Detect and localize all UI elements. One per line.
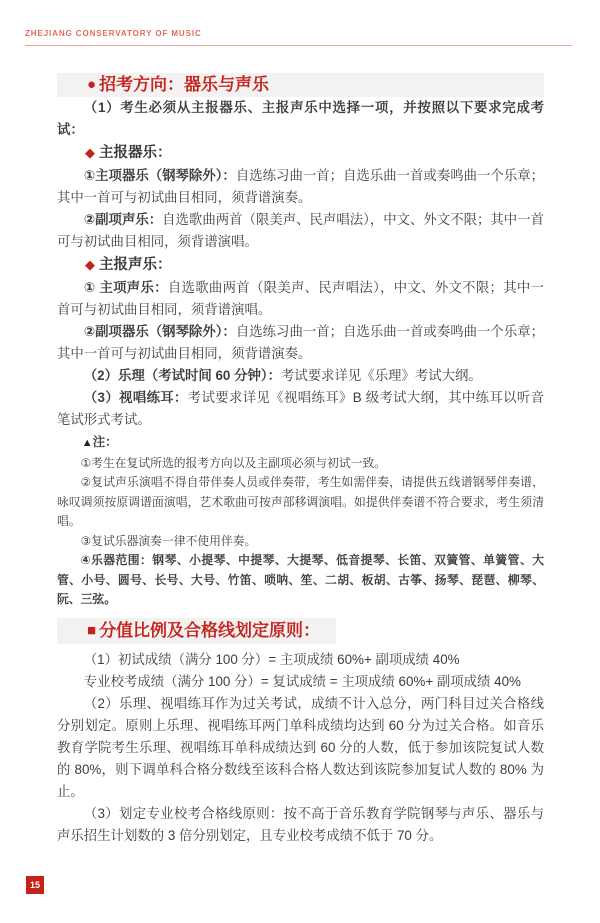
- list-item: [57, 321, 544, 365]
- list-item: [57, 209, 544, 253]
- list-item: [57, 165, 544, 209]
- note-item: ①考生在复试所选的报考方向以及主副项必须与初试一致。: [80, 455, 387, 470]
- document-content: [57, 73, 544, 847]
- scoring-paragraph: （1）初试成绩（满分 100 分）= 主项成绩 60%+ 副项成绩 40%: [83, 651, 460, 667]
- item-lead: ②副项声乐：: [83, 212, 163, 227]
- section-title-text: 分值比例及合格线划定原则：: [99, 620, 321, 640]
- item-body: 自选歌曲两首（限美声、民声唱法），中文、外文不限；其中一首可与初试曲目相同，须背谱演唱。: [57, 280, 544, 317]
- scoring-paragraphs: [57, 649, 544, 847]
- notes-heading-text: 注：: [92, 435, 118, 449]
- brand-title: ZHEJIANG CONSERVATORY OF MUSIC: [25, 29, 202, 38]
- scoring-paragraph: （2）乐理、视唱练耳作为过关考试，成绩不计入总分，两门科目过关合格线分别划定。原则上乐理、视唱练耳两门单科成绩均达到 60 分为过关合格。如音乐教育学院考生乐理、视唱练耳单科成绩达到 60 分的人数，低于参加该院复试人数的 80%，则下调单科合格分数线至该科合格人数达到该院参加复试人数的 80% 为止。: [57, 695, 544, 799]
- item-body: 自选练习曲一首；自选乐曲一首或奏鸣曲一个乐章；其中一首可与初试曲目相同，须背谱演奏。: [57, 324, 545, 361]
- item-body: 自选歌曲两首（限美声、民声唱法），中文、外文不限；其中一首可与初试曲目相同，须背谱演唱。: [57, 212, 544, 249]
- section-title-scoring: [57, 618, 336, 644]
- header-divider: [25, 45, 572, 46]
- section-title-text: 招考方向：器乐与声乐: [99, 75, 270, 94]
- list-item: [57, 277, 544, 321]
- item-body: 考试要求详见《视唱练耳》B 级考试大纲，其中练耳以听音笔试形式考试。: [57, 390, 544, 427]
- triangle-bullet-icon: ▲: [81, 437, 93, 449]
- note-item: ④乐器范围：钢琴、小提琴、中提琴、大提琴、低音提琴、长笛、双簧管、单簧管、大管、小号、圆号、长号、大号、竹笛、唢呐、笙、二胡、板胡、古筝、扬琴、琵琶、柳琴、阮、三弦。: [57, 553, 544, 606]
- subheading-vocal-major: [57, 253, 544, 277]
- item-lead: （2）乐理（考试时间 60 分钟）：: [83, 368, 281, 383]
- list-item: [57, 387, 544, 431]
- diamond-bullet-icon: ◆: [85, 257, 95, 272]
- notes-heading: [57, 433, 544, 454]
- section-title-admission: [57, 73, 544, 97]
- page-header: [25, 29, 572, 46]
- item-lead: ②副项器乐（钢琴除外）：: [83, 324, 236, 339]
- section-title-scoring-wrap: [57, 618, 544, 644]
- page-number-badge: 15: [26, 876, 44, 894]
- item-lead: ① 主项声乐：: [83, 280, 168, 295]
- subheading-text: 主报器乐：: [99, 145, 172, 161]
- notes-block: [57, 433, 544, 610]
- item-body: 自选练习曲一首；自选乐曲一首或奏鸣曲一个乐章；其中一首可与初试曲目相同，须背谱演奏。: [57, 168, 545, 205]
- item-body: 考试要求详见《乐理》考试大纲。: [280, 368, 482, 383]
- note-item: ②复试声乐演唱不得自带伴奏人员或伴奏带，考生如需伴奏，请提供五线谱钢琴伴奏谱，咏叹调须按原调谱面演唱，艺术歌曲可按声部移调演唱。如提供伴奏谱不符合要求，考生须清唱。: [57, 475, 544, 528]
- scoring-paragraph: 专业校考成绩（满分 100 分）= 复试成绩 = 主项成绩 60%+ 副项成绩 40%: [83, 673, 521, 689]
- square-bullet-icon: ■: [87, 621, 97, 639]
- subheading-text: 主报声乐：: [99, 257, 172, 273]
- diamond-bullet-icon: ◆: [85, 145, 95, 160]
- note-item: ③复试乐器演奏一律不使用伴奏。: [80, 533, 257, 548]
- circle-bullet-icon: ●: [87, 76, 97, 93]
- scoring-paragraph: （3）划定专业校考合格线原则：按不高于音乐教育学院钢琴与声乐、器乐与声乐招生计划数的 3 倍分别划定，且专业校考成绩不低于 70 分。: [57, 805, 544, 843]
- list-item: [57, 365, 544, 387]
- intro-paragraph: （1）考生必须从主报器乐、主报声乐中选择一项，并按照以下要求完成考试：: [57, 100, 544, 137]
- subheading-instrumental-major: [57, 141, 544, 165]
- item-lead: （3）视唱练耳：: [83, 390, 188, 405]
- item-lead: ①主项器乐（钢琴除外）：: [83, 168, 236, 183]
